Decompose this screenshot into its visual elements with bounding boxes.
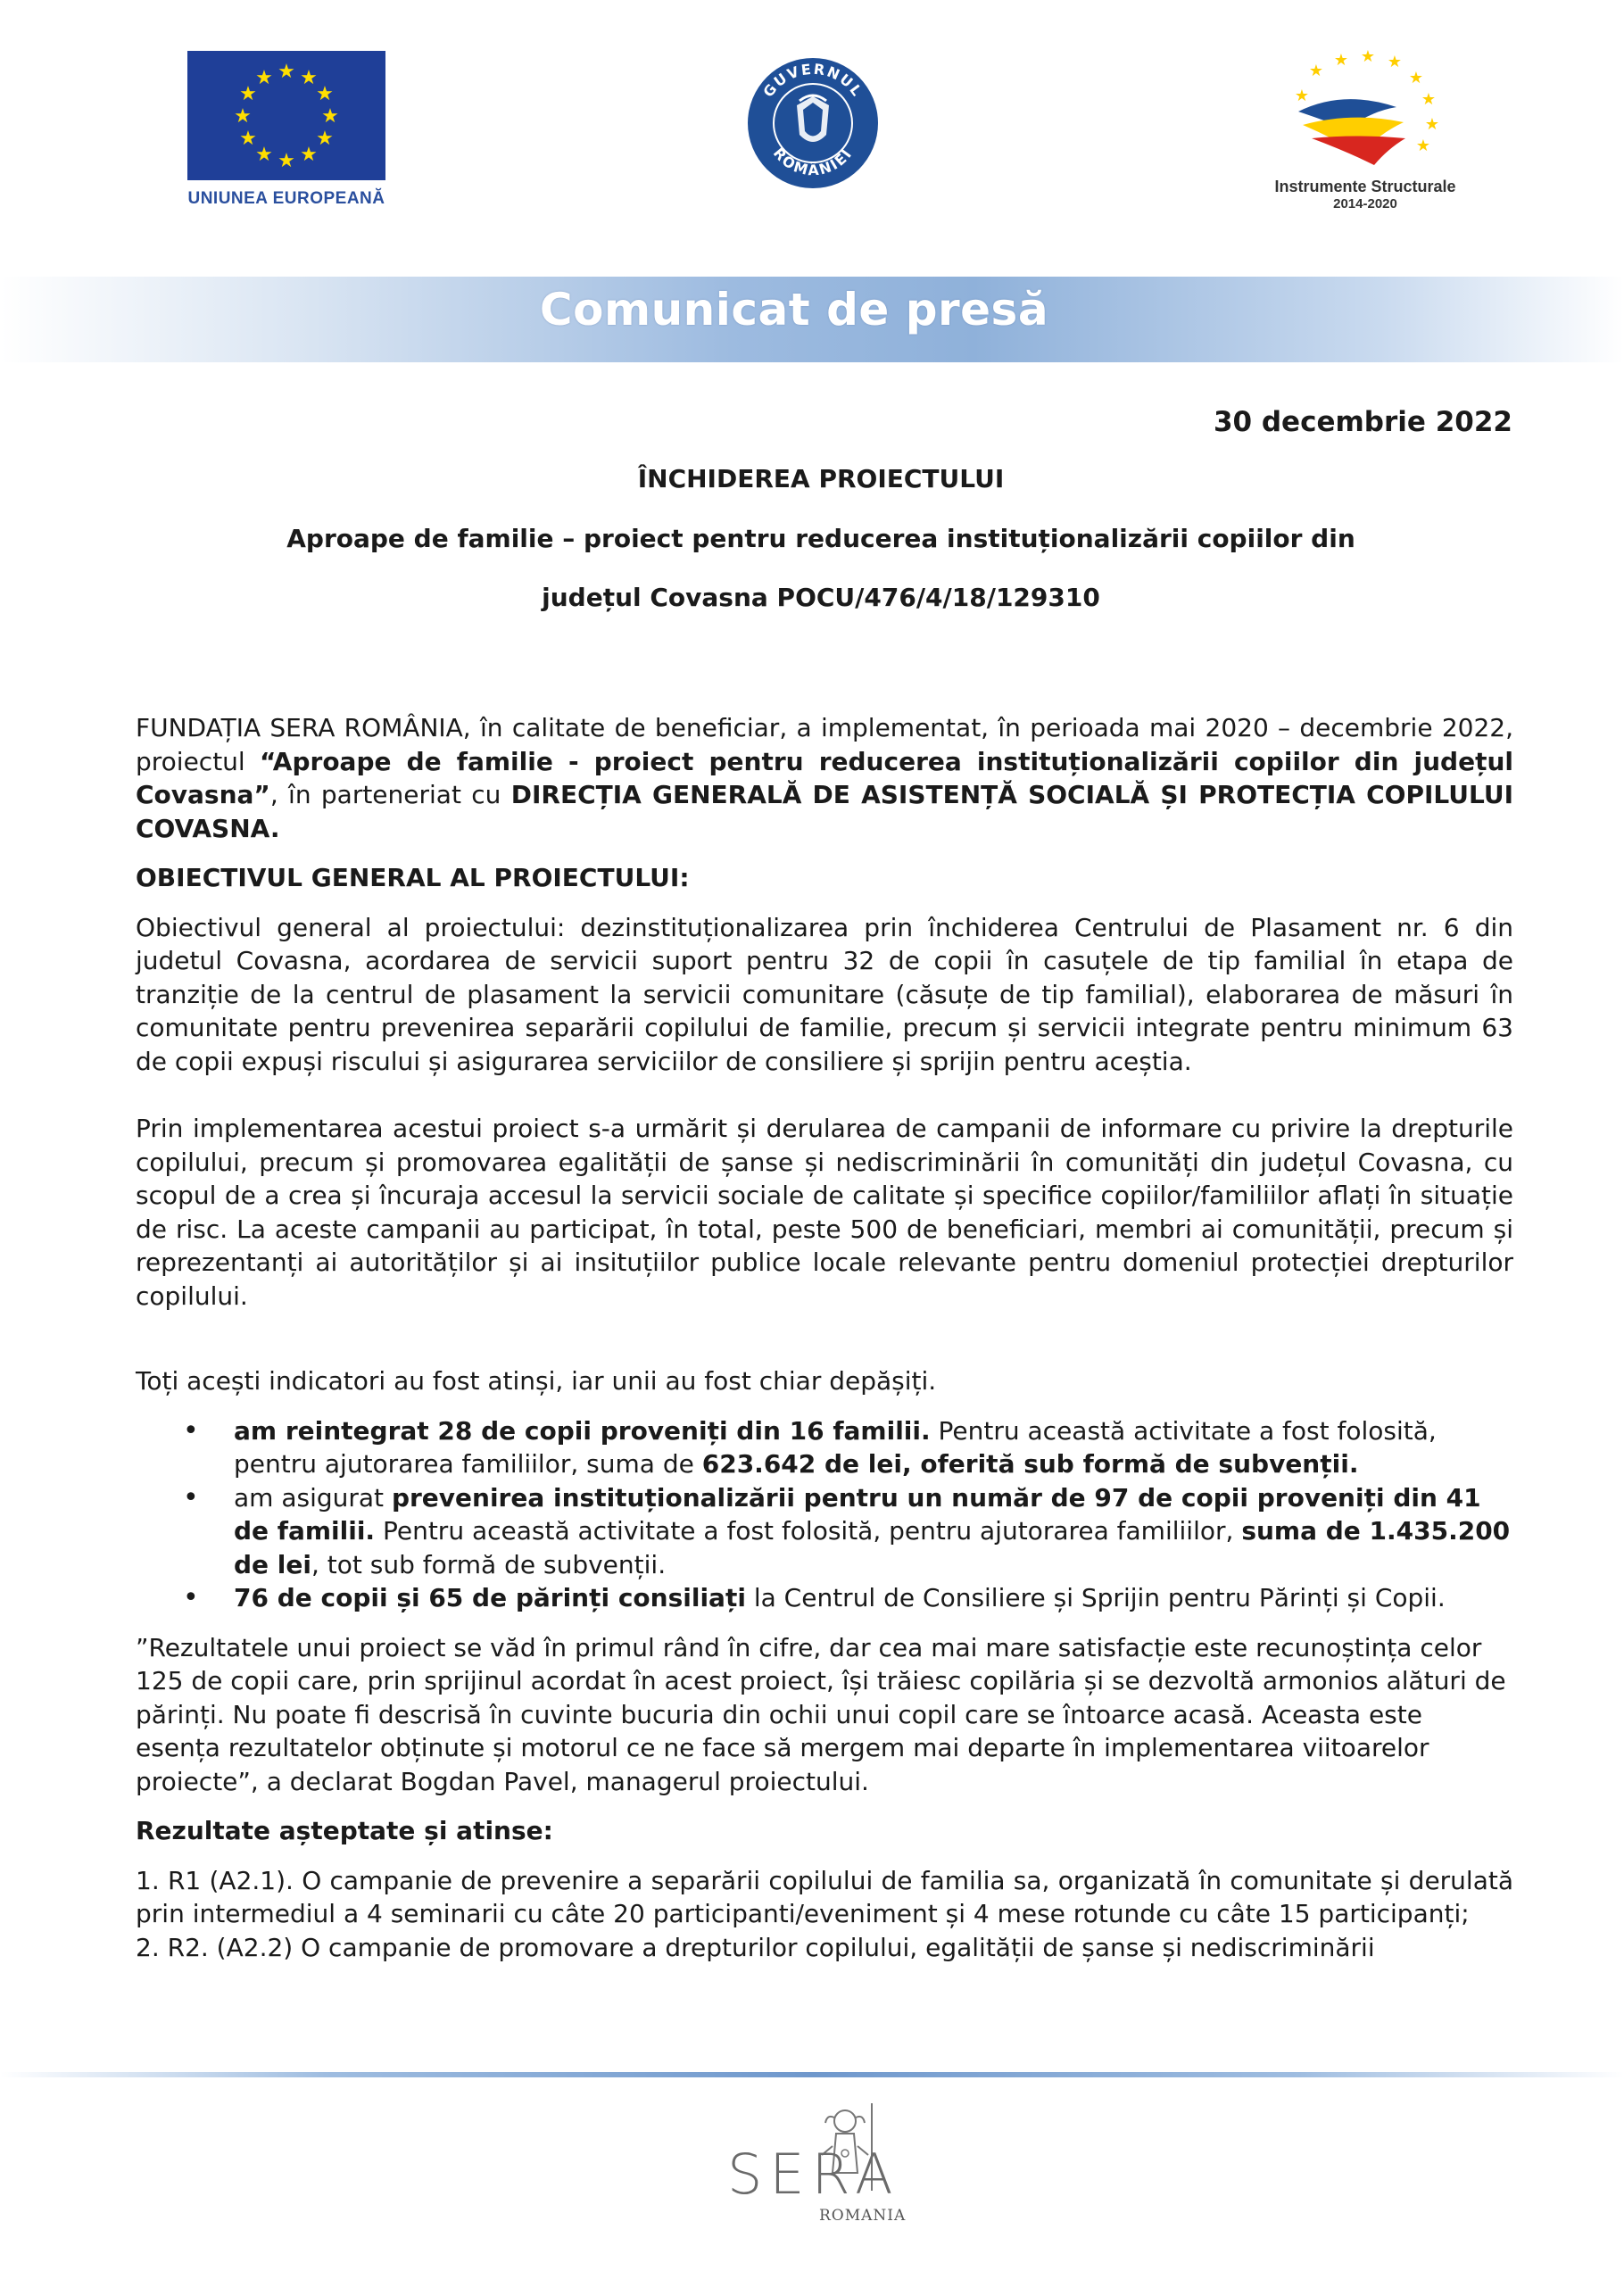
indicator-text: Pentru această activitate a fost folosită, pentru ajutorarea familiilor, suma de xyxy=(234,1415,1437,1479)
footer-divider xyxy=(0,2072,1624,2077)
eu-logo-caption: UNIUNEA EUROPEANĂ xyxy=(187,189,385,208)
svg-text:★: ★ xyxy=(321,105,339,128)
svg-text:★: ★ xyxy=(1424,115,1440,134)
release-date: 30 decembrie 2022 xyxy=(1213,406,1512,438)
document-heading: ÎNCHIDEREA PROIECTULUI xyxy=(637,464,1005,493)
svg-text:★: ★ xyxy=(1415,137,1431,155)
svg-text:GUVERNUL: GUVERNUL xyxy=(759,60,866,101)
banner-title: Comunicat de presă xyxy=(539,284,1049,336)
svg-text:★: ★ xyxy=(234,105,252,128)
indicator-bold-text: suma de 1.435.200 de lei xyxy=(234,1516,1511,1579)
indicator-text: la Centrul de Consiliere și Sprijin pentru Părinți și Copii. xyxy=(745,1583,1446,1612)
structural-instruments-logo xyxy=(1263,49,1468,211)
svg-text:★: ★ xyxy=(300,67,318,89)
indicator-text: Pentru această activitate a fost folosită, pentru ajutorarea familiilor, xyxy=(375,1516,1242,1546)
svg-text:★: ★ xyxy=(239,83,257,105)
eu-flag-icon xyxy=(187,51,385,180)
project-title-line-2: județul Covasna POCU/476/4/18/129310 xyxy=(542,583,1100,612)
svg-text:★: ★ xyxy=(316,128,334,150)
svg-text:★: ★ xyxy=(255,144,273,166)
results-heading: Rezultate așteptate și atinse: xyxy=(136,1816,553,1845)
svg-text:★: ★ xyxy=(1294,87,1310,105)
list-item xyxy=(136,1414,1513,1481)
partner-name: DIRECȚIA GENERALĂ DE ASISTENȚĂ SOCIALĂ ȘI PROTECȚIA COPILULUI COVASNA. xyxy=(136,780,1514,843)
svg-text:★: ★ xyxy=(1308,62,1324,80)
indicator-bold-text: 76 de copii și 65 de părinți consiliați xyxy=(234,1583,746,1612)
sera-logo-subtitle: ROMANIA xyxy=(819,2207,907,2225)
structural-instruments-caption: Instrumente Structurale xyxy=(1274,178,1456,195)
svg-text:★: ★ xyxy=(1408,69,1424,87)
indicator-bold-text: prevenirea instituționalizării pentru un număr de 97 de copii proveniți din 41 de familii. xyxy=(234,1482,1481,1546)
svg-text:ROMÂNIEI: ROMÂNIEI xyxy=(769,144,857,179)
government-seal-logo xyxy=(746,56,880,190)
quote-paragraph: ”Rezultatele unui proiect se văd în primul rând în cifre, dar cea mai mare satisfacție este recunoștința celor 125 de copii care, prin sprijinul acordat în acest proiect, își trăiesc copilăria și se dezvoltă armonios alături de părinți. Nu poate fi descrisă în cuvinte bucuria din ochii unui copil care se întoarce acasă. Aceasta este esența rezultatelor obținute și motorul ce ne face să mergem mai departe în implementarea viitoarelor proiecte”, a declarat Bogdan Pavel, managerul proiectului. xyxy=(136,1632,1506,1796)
objective-paragraph: Obiectivul general al proiectului: dezinstituționalizarea prin închiderea Centrului de Plasament nr. 6 din judetul Covasna, acordarea de servicii suport pentru 32 de copii în casuțele de tip familial în etapa de tranziție de la centrul de plasament la servicii comunitare (căsuțe de tip familial), elaborarea de măsuri în comunitate pentru prevenirea separării copilului de familie, precum și servicii integrate pentru minimum 63 de copii expuși riscului și asigurarea serviciilor de consiliere și sprijin pentru aceștia. xyxy=(136,912,1513,1076)
structural-instruments-years: 2014-2020 xyxy=(1333,196,1397,211)
list-item xyxy=(136,1481,1513,1582)
result-item-1: 1. R1 (A2.1). O campanie de prevenire a separării copilului de familia sa, organizată în comunitate și derulată prin intermediul a 4 seminarii cu câte 20 participanti/eveniment și 4 mese rotunde cu câte 15 participanți; xyxy=(136,1865,1513,1928)
indicator-text: am asigurat xyxy=(234,1482,392,1513)
sera-romania-logo xyxy=(727,2101,906,2226)
svg-text:★: ★ xyxy=(1387,53,1403,71)
objective-heading: OBIECTIVUL GENERAL AL PROIECTULUI: xyxy=(136,863,690,892)
structural-instruments-swirl-icon xyxy=(1263,49,1468,174)
svg-text:★: ★ xyxy=(239,128,257,150)
indicators-intro: Toți acești indicatori au fost atinși, iar unii au fost chiar depășiți. xyxy=(136,1366,937,1396)
intro-text: FUNDAȚIA SERA ROMÂNIA, în calitate de beneficiar, a implementat, în perioada mai 2020 – decembrie 2022, proiectul xyxy=(136,713,1513,776)
svg-text:★: ★ xyxy=(1333,51,1349,70)
svg-text:★: ★ xyxy=(278,61,295,83)
project-title-line-1: Aproape de familie – proiect pentru reducerea instituționalizării copiilor din xyxy=(286,524,1355,553)
svg-text:★: ★ xyxy=(1360,49,1376,66)
indicators-list xyxy=(136,1414,1513,1615)
intro-paragraph xyxy=(136,711,1513,845)
intro-text-mid: , în parteneriat cu xyxy=(269,780,511,809)
result-item-2: 2. R2. (A2.2) O campanie de promovare a drepturilor copilului, egalității de șanse și nediscriminării xyxy=(136,1932,1375,1962)
indicator-bold-text: 623.642 de lei, oferită sub formă de subvenții. xyxy=(701,1449,1359,1479)
svg-text:★: ★ xyxy=(316,83,334,105)
svg-text:★: ★ xyxy=(300,144,318,166)
document-body xyxy=(136,711,1513,1964)
svg-text:★: ★ xyxy=(255,67,273,89)
sera-logo-word: SERA xyxy=(727,2142,900,2207)
eu-logo xyxy=(187,51,385,209)
indicator-bold-text: am reintegrat 28 de copii proveniți din 16 familii. xyxy=(234,1415,931,1446)
indicator-text: , tot sub formă de subvenții. xyxy=(311,1549,667,1579)
svg-text:★: ★ xyxy=(1421,90,1437,109)
romanian-government-seal-icon xyxy=(746,56,880,190)
campaigns-paragraph: Prin implementarea acestui proiect s-a urmărit și derularea de campanii de informare cu privire la drepturile copilului, precum și promovarea egalității de șanse și nediscriminării în comunități din județul Covasna, cu scopul de a crea și încuraja accesul la servicii sociale de calitate și specifice copiilor/familiilor aflați în situație de risc. La aceste campanii au participat, în total, peste 500 de beneficiari, membri ai comunității, precum și reprezentanți ai autorităților și ai insituțiilor publice locale relevante pentru domeniul protecției drepturilor copilului. xyxy=(136,1114,1513,1311)
list-item xyxy=(136,1581,1513,1615)
project-name: “Aproape de familie - proiect pentru reducerea instituționalizării copiilor din județul Covasna” xyxy=(136,746,1513,809)
svg-text:★: ★ xyxy=(278,150,295,172)
